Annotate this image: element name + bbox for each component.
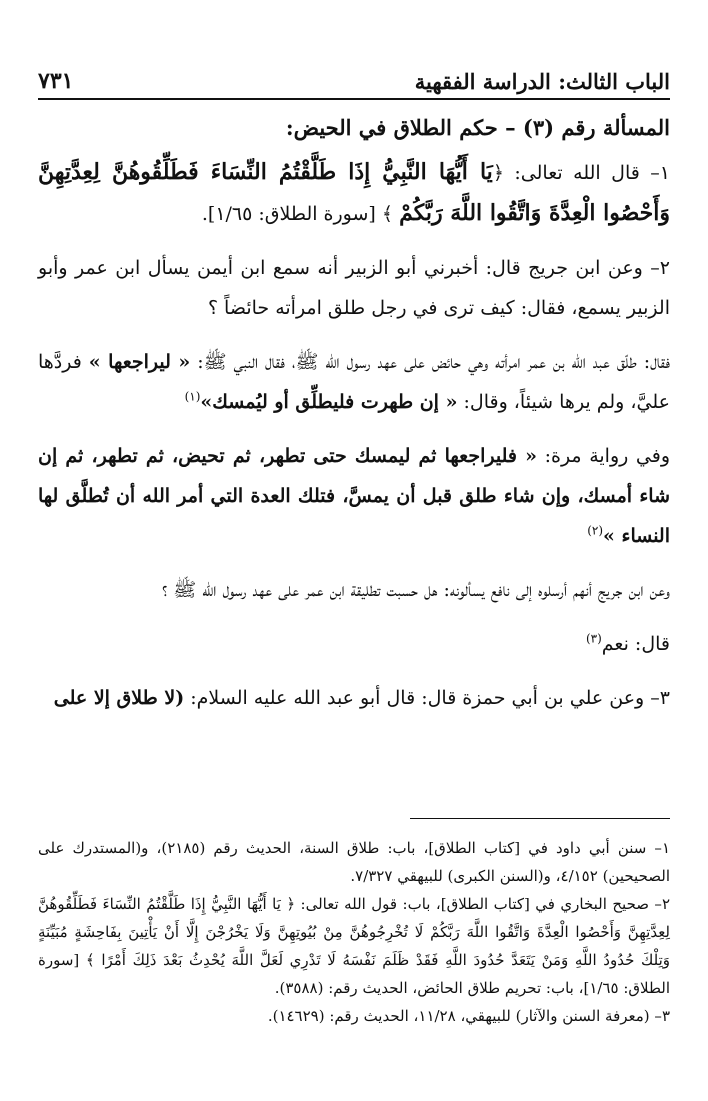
quran-verse-a: يَا أَيُّهَا النَّبِيُّ إِذَا طَلَّقْتُمُ النِّسَاءَ فَطَلِّقُوهُنَّ لِعِدَّتِهِنَّ — [38, 159, 493, 185]
paragraph-1 — [38, 152, 670, 234]
p3-text-a: فقال: طلّق عبد الله بن عمر امرأته وهي حائض على عهد رسول الله ﷺ، فقال النبي ﷺ: — [190, 351, 670, 373]
hadith-quote-2: « إن طهرت فليطلِّق أو ليُمسك» — [200, 391, 458, 413]
footnote-ref-1[interactable]: (١) — [184, 389, 201, 404]
p6-text: قال: نعم — [601, 633, 670, 655]
verse-reference: ﴾ [سورة الطلاق: ١/٦٥]. — [201, 203, 394, 225]
footnote-1: ١– سنن أبي داود في [كتاب الطلاق]، باب: طلاق السنة، الحديث رقم (٢١٨٥)، و(المستدرك على الصحيحين) ٤/١٥٢، و(السنن الكبرى) للبيهقي ٧/٣٢٧. — [38, 839, 670, 885]
paragraph-6 — [38, 624, 670, 664]
p7-text-a: ٣– وعن علي بن أبي حمزة قال: قال أبو عبد الله عليه السلام: — [184, 687, 670, 709]
hadith-quote-1: « ليراجعها » — [88, 351, 191, 373]
paragraph-4 — [38, 436, 670, 556]
footnote-ref-2[interactable]: (٢) — [587, 523, 604, 538]
hadith-quote-3: « فليراجعها ثم ليمسك حتى تطهر، ثم تحيض، ثم تطهر، ثم إن شاء أمسك، وإن شاء طلق قبل أن يمسَّ، فتلك العدة التي أمر الله أن تُطلَّق لها النساء » — [38, 445, 670, 547]
chapter-title: الباب الثالث: الدراسة الفقهية — [414, 69, 670, 94]
footnote-3: ٣– (معرفة السنن والآثار) للبيهقي، ١١/٢٨، الحديث رقم: (١٤٦٢٩). — [267, 1007, 670, 1025]
paragraph-2: ٢– وعن ابن جريج قال: أخبرني أبو الزبير أنه سمع ابن أيمن يسأل ابن عمر وأبو الزبير يسمع، فقال: كيف ترى في رجل طلق امرأته حائضاً ؟ — [38, 257, 670, 319]
quran-verse-b: وَأَحْصُوا الْعِدَّةَ وَاتَّقُوا اللَّهَ رَبَّكُمْ — [399, 200, 670, 226]
footnote-2: ٢– صحيح البخاري في [كتاب الطلاق]، باب: قول الله تعالى: ﴿ يَا أَيُّهَا النَّبِيُّ إِذَا طَلَّقْتُمُ النِّسَاءَ فَطَلِّقُوهُنَّ لِعِدَّتِهِنَّ وَأَحْصُوا الْعِدَّةَ وَاتَّقُوا اللَّهَ رَبَّكُمْ لَا تُخْرِجُوهُنَّ مِنْ بُيُوتِهِنَّ وَلَا يَخْرُجْنَ إِلَّا أَنْ يَأْتِينَ بِفَاحِشَةٍ مُبَيِّنَةٍ وَتِلْكَ حُدُودُ اللَّهِ وَمَنْ يَتَعَدَّ حُدُودَ اللَّهِ فَقَدْ ظَلَمَ نَفْسَهُ لَا تَدْرِي لَعَلَّ اللَّهَ يُحْدِثُ بَعْدَ ذَلِكَ أَمْرًا ﴾ [سورة الطلاق: ١/٦٥]، باب: تحريم طلاق الحائض، الحديث رقم: (٣٥٨٨). — [38, 895, 670, 997]
paragraph-5: وعن ابن جريج أنهم أرسلوه إلى نافع يسألونه: هل حسبت تطليقة ابن عمر على عهد رسول الله ﷺ ؟ — [161, 579, 670, 601]
p3-text-b: فردَّها عليَّ، ولم يرها شيئاً، وقال: — [38, 351, 670, 413]
main-text — [38, 108, 670, 718]
page-number: ٧٣١ — [38, 68, 74, 94]
issue-title: المسألة رقم (٣) – حكم الطلاق في الحيض: — [285, 115, 670, 140]
paragraph-3 — [38, 342, 670, 422]
hadith-quote-4: (لا طلاق إلا على — [53, 687, 185, 709]
p4-text-a: وفي رواية مرة: — [537, 445, 670, 467]
footnote-ref-3[interactable]: (٣) — [585, 631, 602, 646]
footnote-divider — [410, 818, 670, 819]
paragraph-7 — [38, 678, 670, 718]
footnotes — [38, 834, 670, 1030]
p1-intro: ١– قال الله تعالى: ﴿ — [492, 162, 670, 184]
running-header — [38, 60, 670, 100]
